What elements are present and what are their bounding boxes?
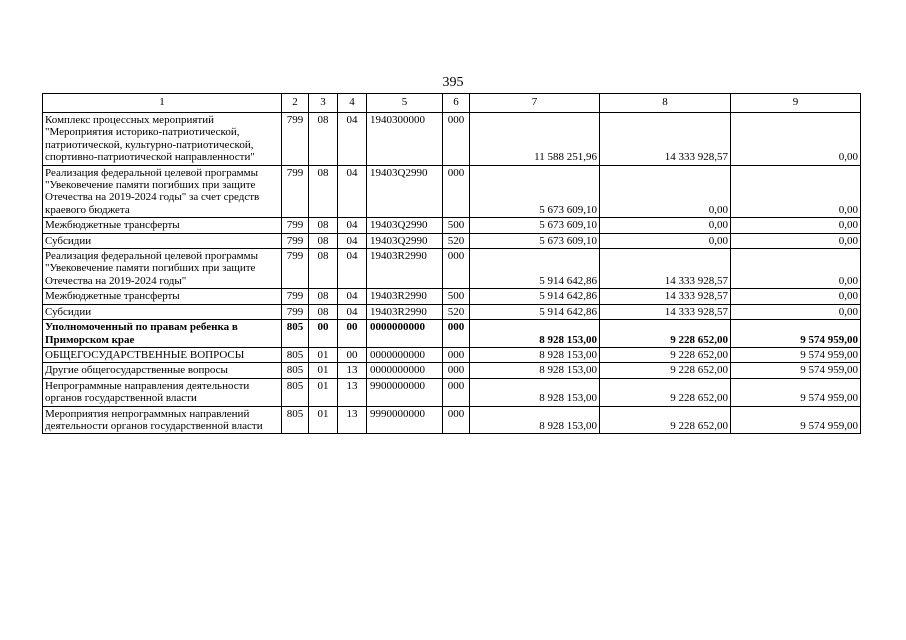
row-amount-3-cell: 0,00 (731, 249, 861, 289)
row-code-csr-cell: 9900000000 (367, 378, 443, 406)
table-row (43, 363, 861, 378)
row-code-pr-cell: 13 (338, 406, 367, 434)
row-amount-1-cell: 8 928 153,00 (470, 406, 600, 434)
row-amount-2-cell: 9 228 652,00 (600, 406, 731, 434)
row-amount-1-cell: 8 928 153,00 (470, 320, 600, 348)
row-code-gr-cell: 799 (282, 233, 309, 248)
table-row (43, 304, 861, 319)
row-name-cell: Реализация федеральной целевой программы "Увековечение памяти погибших при защите Отечества на 2019-2024 годы" (43, 249, 282, 289)
row-code-gr-cell: 799 (282, 165, 309, 218)
row-code-vr-cell: 000 (443, 320, 470, 348)
row-name-cell: Уполномоченный по правам ребенка в Приморском крае (43, 320, 282, 348)
row-amount-2-cell: 9 228 652,00 (600, 320, 731, 348)
row-code-pr-cell: 04 (338, 289, 367, 304)
row-name-cell: Другие общегосударственные вопросы (43, 363, 282, 378)
row-code-csr-cell: 19403R2990 (367, 304, 443, 319)
row-code-vr-cell: 000 (443, 406, 470, 434)
column-header: 2 (282, 94, 309, 113)
row-code-gr-cell: 799 (282, 304, 309, 319)
row-code-vr-cell: 000 (443, 165, 470, 218)
table-row (43, 218, 861, 233)
row-code-rz-cell: 08 (309, 233, 338, 248)
row-code-vr-cell: 520 (443, 233, 470, 248)
row-code-rz-cell: 01 (309, 406, 338, 434)
row-code-rz-cell: 01 (309, 347, 338, 362)
row-amount-1-cell: 5 914 642,86 (470, 289, 600, 304)
column-header: 9 (731, 94, 861, 113)
column-header: 8 (600, 94, 731, 113)
row-code-csr-cell: 19403Q2990 (367, 218, 443, 233)
budget-table (42, 93, 861, 434)
row-code-rz-cell: 08 (309, 249, 338, 289)
column-header: 7 (470, 94, 600, 113)
row-name-cell: Субсидии (43, 233, 282, 248)
row-name-cell: Субсидии (43, 304, 282, 319)
row-amount-3-cell: 0,00 (731, 304, 861, 319)
row-amount-2-cell: 14 333 928,57 (600, 249, 731, 289)
row-amount-3-cell: 9 574 959,00 (731, 378, 861, 406)
row-code-pr-cell: 04 (338, 304, 367, 319)
row-code-vr-cell: 000 (443, 113, 470, 166)
row-amount-1-cell: 8 928 153,00 (470, 378, 600, 406)
row-amount-3-cell: 0,00 (731, 289, 861, 304)
row-amount-2-cell: 14 333 928,57 (600, 304, 731, 319)
row-code-rz-cell: 01 (309, 363, 338, 378)
row-code-pr-cell: 04 (338, 233, 367, 248)
row-code-rz-cell: 08 (309, 113, 338, 166)
row-code-pr-cell: 04 (338, 249, 367, 289)
column-header: 3 (309, 94, 338, 113)
row-code-gr-cell: 805 (282, 347, 309, 362)
row-amount-1-cell: 5 673 609,10 (470, 165, 600, 218)
row-amount-3-cell: 0,00 (731, 218, 861, 233)
row-code-vr-cell: 000 (443, 363, 470, 378)
row-amount-2-cell: 9 228 652,00 (600, 378, 731, 406)
row-code-csr-cell: 0000000000 (367, 320, 443, 348)
column-header: 6 (443, 94, 470, 113)
row-code-pr-cell: 13 (338, 363, 367, 378)
row-code-gr-cell: 799 (282, 113, 309, 166)
column-header: 5 (367, 94, 443, 113)
row-amount-3-cell: 9 574 959,00 (731, 406, 861, 434)
row-code-vr-cell: 000 (443, 378, 470, 406)
row-amount-2-cell: 9 228 652,00 (600, 347, 731, 362)
row-code-pr-cell: 13 (338, 378, 367, 406)
table-row (43, 406, 861, 434)
row-code-pr-cell: 00 (338, 320, 367, 348)
row-code-vr-cell: 000 (443, 347, 470, 362)
row-amount-1-cell: 5 673 609,10 (470, 218, 600, 233)
row-amount-1-cell: 5 914 642,86 (470, 249, 600, 289)
row-code-csr-cell: 19403Q2990 (367, 233, 443, 248)
row-code-gr-cell: 805 (282, 406, 309, 434)
table-row (43, 289, 861, 304)
table-row (43, 165, 861, 218)
table-body (43, 94, 861, 434)
row-code-gr-cell: 805 (282, 378, 309, 406)
row-amount-2-cell: 14 333 928,57 (600, 289, 731, 304)
row-amount-1-cell: 5 914 642,86 (470, 304, 600, 319)
row-amount-1-cell: 5 673 609,10 (470, 233, 600, 248)
row-code-vr-cell: 000 (443, 249, 470, 289)
row-code-rz-cell: 08 (309, 289, 338, 304)
row-code-csr-cell: 0000000000 (367, 347, 443, 362)
row-code-pr-cell: 04 (338, 113, 367, 166)
row-code-csr-cell: 19403R2990 (367, 249, 443, 289)
table-row (43, 113, 861, 166)
row-code-rz-cell: 08 (309, 218, 338, 233)
row-code-vr-cell: 500 (443, 289, 470, 304)
row-name-cell: Непрограммные направления деятельности органов государственной власти (43, 378, 282, 406)
row-code-rz-cell: 08 (309, 165, 338, 218)
table-row (43, 249, 861, 289)
row-amount-3-cell: 0,00 (731, 233, 861, 248)
row-amount-3-cell: 0,00 (731, 113, 861, 166)
row-code-pr-cell: 04 (338, 218, 367, 233)
row-code-csr-cell: 1940300000 (367, 113, 443, 166)
row-code-rz-cell: 00 (309, 320, 338, 348)
table-row (43, 233, 861, 248)
row-code-vr-cell: 500 (443, 218, 470, 233)
column-header: 1 (43, 94, 282, 113)
row-code-pr-cell: 00 (338, 347, 367, 362)
row-name-cell: Мероприятия непрограммных направлений деятельности органов государственной власти (43, 406, 282, 434)
row-amount-2-cell: 9 228 652,00 (600, 363, 731, 378)
row-name-cell: Межбюджетные трансферты (43, 218, 282, 233)
page-number: 395 (442, 75, 464, 90)
table-row (43, 347, 861, 362)
table-row (43, 378, 861, 406)
row-code-rz-cell: 08 (309, 304, 338, 319)
row-amount-1-cell: 11 588 251,96 (470, 113, 600, 166)
row-amount-2-cell: 0,00 (600, 233, 731, 248)
row-code-rz-cell: 01 (309, 378, 338, 406)
row-amount-2-cell: 0,00 (600, 218, 731, 233)
row-amount-3-cell: 9 574 959,00 (731, 320, 861, 348)
row-code-gr-cell: 799 (282, 218, 309, 233)
row-code-gr-cell: 799 (282, 249, 309, 289)
row-code-gr-cell: 805 (282, 320, 309, 348)
row-code-csr-cell: 0000000000 (367, 363, 443, 378)
row-code-pr-cell: 04 (338, 165, 367, 218)
row-code-gr-cell: 799 (282, 289, 309, 304)
row-name-cell: Реализация федеральной целевой программы "Увековечение памяти погибших при защите Отечества на 2019-2024 годы" за счет средств краевого бюджета (43, 165, 282, 218)
row-name-cell: ОБЩЕГОСУДАРСТВЕННЫЕ ВОПРОСЫ (43, 347, 282, 362)
row-name-cell: Межбюджетные трансферты (43, 289, 282, 304)
row-amount-3-cell: 0,00 (731, 165, 861, 218)
row-amount-1-cell: 8 928 153,00 (470, 347, 600, 362)
row-amount-3-cell: 9 574 959,00 (731, 363, 861, 378)
row-amount-2-cell: 14 333 928,57 (600, 113, 731, 166)
row-amount-1-cell: 8 928 153,00 (470, 363, 600, 378)
table-header-row (43, 94, 861, 113)
row-code-vr-cell: 520 (443, 304, 470, 319)
row-amount-3-cell: 9 574 959,00 (731, 347, 861, 362)
row-code-csr-cell: 9990000000 (367, 406, 443, 434)
table-row (43, 320, 861, 348)
row-amount-2-cell: 0,00 (600, 165, 731, 218)
column-header: 4 (338, 94, 367, 113)
row-code-gr-cell: 805 (282, 363, 309, 378)
row-code-csr-cell: 19403Q2990 (367, 165, 443, 218)
row-code-csr-cell: 19403R2990 (367, 289, 443, 304)
row-name-cell: Комплекс процессных мероприятий "Мероприятия историко-патриотической, патриотической, культурно-патриотической, спортивно-патриотической направленности" (43, 113, 282, 166)
